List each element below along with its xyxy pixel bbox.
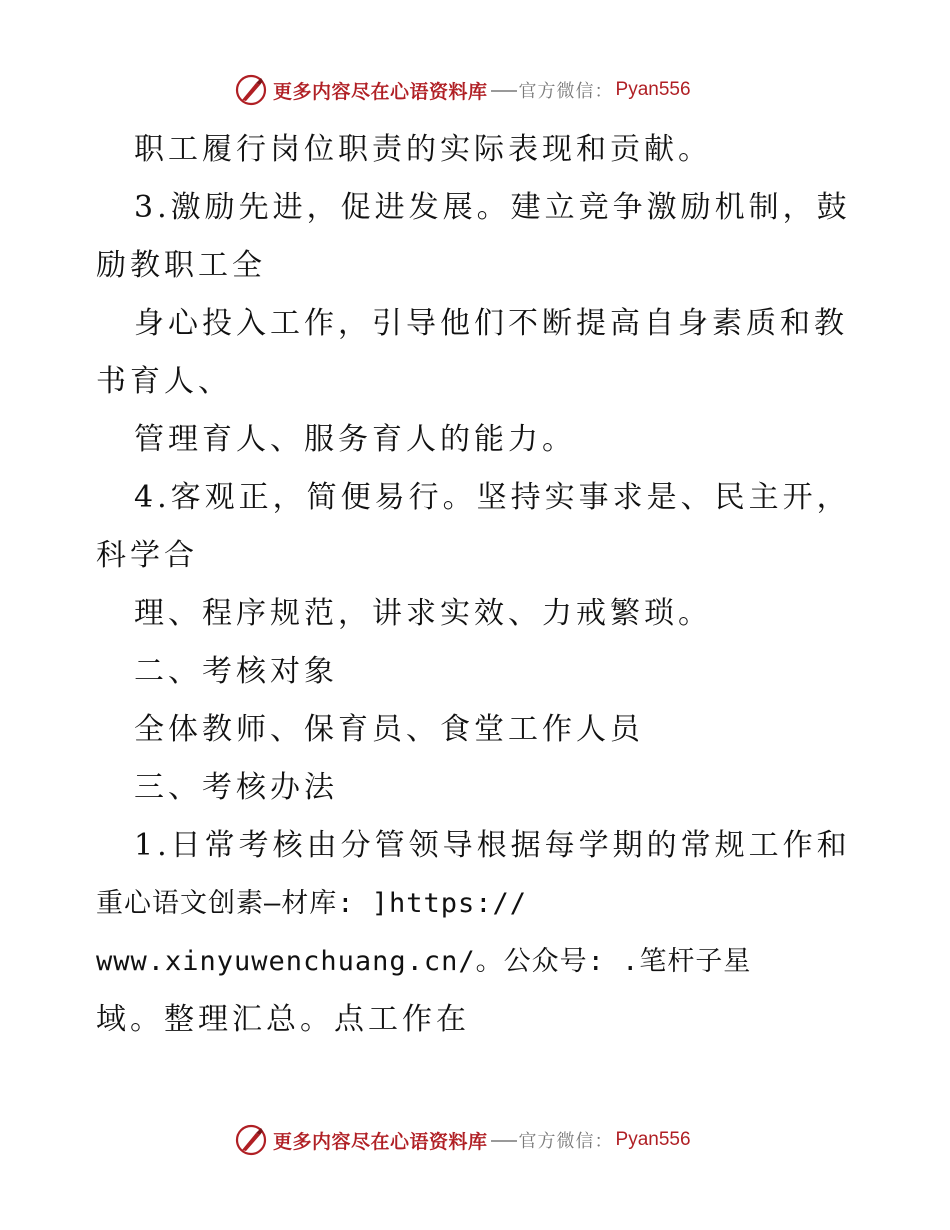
text-line: www.xinyuwenchuang.cn/。公众号: .笔杆子星 [96, 946, 752, 977]
banner-wechat-label: 官方微信： [518, 81, 614, 102]
banner-main-text: 更多内容尽在心语资料库 [273, 1130, 488, 1153]
footer-banner [234, 1122, 691, 1158]
quill-pen-logo-icon [234, 73, 268, 107]
banner-main-text: 更多内容尽在心语资料库 [273, 80, 488, 103]
banner-wechat-id: Pyan556 [615, 79, 691, 100]
text-line: 职工履行岗位职责的实际表现和贡献。 [134, 132, 712, 167]
section-heading: 三、考核办法 [134, 770, 338, 805]
text-line: 管理育人、服务育人的能力。 [134, 422, 576, 457]
banner-dash [491, 1140, 517, 1142]
section-heading: 二、考核对象 [134, 654, 338, 689]
text-line: 重心语文创素—材库: ]https:// [96, 888, 528, 919]
text-line: 理、程序规范，讲求实效、力戒繁琐。 [134, 596, 712, 631]
text-line: 3.激励先进，促进发展。建立竞争激励机制，鼓 [134, 190, 851, 225]
banner-wechat-label: 官方微信： [518, 1131, 614, 1152]
text-line: 书育人、 [96, 364, 232, 399]
banner-dash [491, 90, 517, 92]
text-line: 1.日常考核由分管领导根据每学期的常规工作和 [134, 828, 851, 863]
text-line: 励教职工全 [96, 248, 266, 283]
quill-pen-logo-icon [234, 1123, 268, 1157]
text-line: 科学合 [96, 538, 198, 573]
text-line: 4.客观正，简便易行。坚持实事求是、民主开， [134, 480, 851, 515]
text-line: 全体教师、保育员、食堂工作人员 [134, 712, 644, 747]
header-banner [234, 72, 691, 108]
banner-wechat-id: Pyan556 [615, 1129, 691, 1150]
text-line: 身心投入工作，引导他们不断提高自身素质和教 [134, 306, 848, 341]
text-line: 域。整理汇总。点工作在 [96, 1002, 470, 1037]
